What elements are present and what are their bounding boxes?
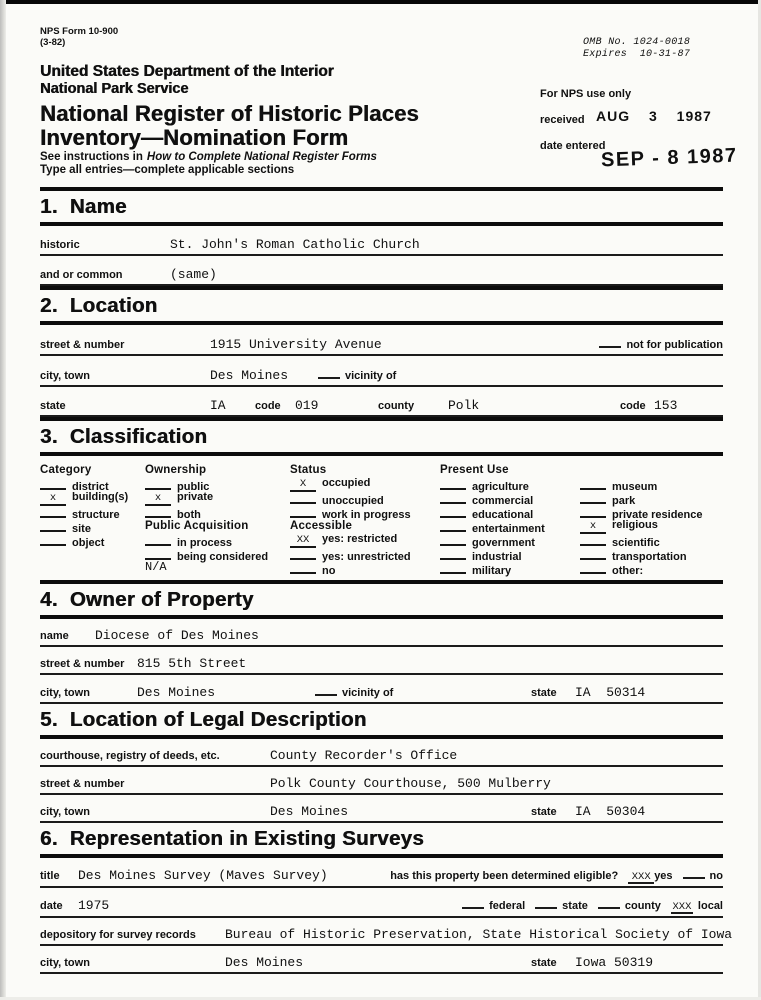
other-checkbox-line	[580, 561, 606, 574]
commercial-checkbox-line	[440, 491, 466, 504]
owner-name-row	[40, 619, 723, 647]
local-checkbox-line: XXX	[672, 901, 692, 913]
industrial-checkbox-line	[440, 547, 466, 560]
no-label: no	[322, 565, 336, 577]
checkbox-district	[40, 477, 145, 491]
agriculture-checkbox-line	[440, 477, 466, 490]
agency-title: National Park Service	[40, 81, 189, 97]
industrial-label: industrial	[472, 551, 522, 563]
local-label: local	[697, 900, 723, 912]
received-date-stamp: AUG 3 1987	[596, 108, 712, 124]
in-process-label: in process	[177, 537, 233, 549]
na-value: N/A	[145, 560, 167, 574]
site-label: site	[72, 523, 91, 535]
depository-label: depository for survey records	[40, 929, 196, 941]
checkbox-structure	[40, 505, 145, 519]
transportation-checkbox-line	[580, 547, 606, 560]
section-owner	[40, 584, 723, 704]
section-location	[40, 286, 723, 417]
owner-state-field: IA 50314	[575, 685, 646, 700]
instructions-line1	[40, 151, 377, 163]
state-code-field: 019	[295, 398, 319, 413]
site-checkbox-line	[40, 519, 66, 532]
public-label: public	[177, 481, 210, 493]
both-label: both	[177, 509, 201, 521]
section-surveys	[40, 823, 733, 974]
legal-city-label: city, town	[40, 806, 90, 818]
survey-city-label: city, town	[40, 957, 90, 969]
street-label: street & number	[40, 339, 125, 351]
scientific-checkbox-line	[580, 533, 606, 546]
legal-state-label: state	[531, 806, 557, 818]
section-owner-header	[40, 584, 723, 619]
survey-city-field: Des Moines	[225, 955, 304, 970]
district-label: district	[72, 481, 109, 493]
present-use-subcolumn-1	[440, 477, 580, 575]
eligible-no-checkbox-line	[683, 867, 705, 879]
private-residence-label: private residence	[612, 509, 703, 521]
document-title	[40, 102, 419, 150]
courthouse-label: courthouse, registry of deeds, etc.	[40, 750, 220, 762]
section-surveys-heading: 6. Representation in Existing Surveys	[40, 827, 424, 850]
checkbox-occupied	[290, 477, 440, 491]
accessible-header: Accessible	[290, 520, 353, 532]
present-use-subcolumns	[440, 477, 723, 575]
category-column	[40, 463, 145, 575]
checkbox-unoccupied	[290, 491, 440, 505]
checkbox-agriculture	[440, 477, 580, 491]
checkbox-yes-unrestricted	[290, 547, 440, 561]
checkbox-both	[145, 505, 290, 519]
government-label: government	[472, 537, 535, 549]
commercial-label: commercial	[472, 495, 534, 507]
not-for-publication-group	[599, 336, 723, 351]
survey-state-field: Iowa 50319	[575, 955, 654, 970]
scan-edge-top	[0, 0, 761, 4]
museum-label: museum	[612, 481, 658, 493]
received-label: received	[540, 114, 585, 126]
ownership-column	[145, 463, 290, 575]
classification-grid	[40, 456, 723, 584]
depository-row	[40, 918, 733, 946]
section-location-heading: 2. Location	[40, 294, 158, 317]
section-surveys-header	[40, 823, 723, 858]
federal-checkbox-line	[462, 897, 484, 909]
county-label: county	[378, 400, 415, 412]
form-body	[40, 187, 733, 974]
city-field: Des Moines	[210, 368, 289, 383]
street-row	[40, 325, 723, 356]
owner-vicinity-group	[315, 684, 393, 699]
entertainment-checkbox-line	[440, 519, 466, 532]
private-checkbox-line: x	[145, 493, 171, 506]
legal-street-field: Polk County Courthouse, 500 Mulberry	[270, 776, 551, 791]
instructions-manual-title: How to Complete National Register Forms	[146, 151, 377, 163]
document-title-line2: Inventory—Nomination Form	[40, 125, 349, 150]
section-legal-heading: 5. Location of Legal Description	[40, 708, 367, 731]
public-acquisition-header: Public Acquisition	[145, 520, 249, 532]
vicinity-group	[318, 367, 396, 382]
nps-use-only-label: For NPS use only	[540, 88, 632, 100]
section-legal-header	[40, 704, 723, 739]
department-title: United States Department of the Interior	[40, 63, 334, 80]
transportation-label: transportation	[612, 551, 687, 563]
survey-city-row	[40, 946, 723, 974]
checkbox-scientific	[580, 533, 723, 547]
occupied-label: occupied	[322, 477, 371, 489]
section-owner-heading: 4. Owner of Property	[40, 588, 254, 611]
state-checkbox-line	[535, 897, 557, 909]
in-process-checkbox-line	[145, 533, 171, 546]
owner-city-label: city, town	[40, 687, 90, 699]
park-checkbox-line	[580, 491, 606, 504]
owner-street-row	[40, 647, 723, 675]
military-checkbox-line	[440, 561, 466, 574]
historic-label: historic	[40, 239, 80, 251]
buildings-checkbox-line: x	[40, 493, 66, 506]
state-level-label: state	[562, 900, 588, 912]
present-use-subcolumn-2	[580, 477, 723, 575]
district-checkbox-line	[40, 477, 66, 490]
owner-vicinity-checkbox-line	[315, 684, 337, 696]
omb-line1: OMB No. 1024-0018	[583, 37, 691, 48]
educational-label: educational	[472, 509, 534, 521]
checkbox-buildings	[40, 491, 145, 505]
both-checkbox-line	[145, 505, 171, 518]
vicinity-checkbox-line	[318, 367, 340, 379]
street-field: 1915 University Avenue	[210, 337, 382, 352]
being-considered-label: being considered	[177, 551, 269, 563]
entertainment-label: entertainment	[472, 523, 545, 535]
county-code-field: 153	[654, 398, 678, 413]
survey-date-row	[40, 888, 723, 918]
owner-city-row	[40, 675, 723, 704]
survey-date-field: 1975	[78, 898, 110, 913]
courthouse-row	[40, 739, 723, 767]
unoccupied-checkbox-line	[290, 491, 316, 504]
no-checkbox-line	[290, 561, 316, 574]
state-label: state	[40, 400, 66, 412]
owner-name-field: Diocese of Des Moines	[95, 628, 259, 643]
document-title-line1: National Register of Historic Places	[40, 101, 419, 126]
legal-city-field: Des Moines	[270, 804, 349, 819]
eligible-group	[390, 867, 723, 884]
owner-name-label: name	[40, 630, 69, 642]
vicinity-label: vicinity of	[345, 370, 397, 382]
date-entered-stamp: SEP - 8 1987	[600, 144, 738, 172]
checkbox-private-residence	[580, 505, 723, 519]
common-name-field: (same)	[170, 267, 217, 282]
common-name-label: and or common	[40, 269, 123, 281]
object-checkbox-line	[40, 533, 66, 546]
scan-edge-left	[0, 0, 6, 1000]
government-checkbox-line	[440, 533, 466, 546]
private-residence-checkbox-line	[580, 505, 606, 518]
yes-restricted-label: yes: restricted	[322, 533, 398, 545]
occupied-checkbox-line: X	[290, 479, 316, 492]
educational-checkbox-line	[440, 505, 466, 518]
private-label: private	[177, 491, 214, 503]
survey-state-label: state	[531, 957, 557, 969]
survey-date-label: date	[40, 900, 63, 912]
eligible-yes-label: yes	[654, 870, 673, 882]
survey-title-row	[40, 858, 723, 888]
religious-checkbox-line: x	[580, 521, 606, 534]
section-name	[40, 187, 723, 286]
checkbox-public	[145, 477, 290, 491]
depository-field: Bureau of Historic Preservation, State Historical Society of Iowa	[225, 927, 733, 942]
religious-label: religious	[612, 519, 658, 531]
park-label: park	[612, 495, 636, 507]
legal-state-field: IA 50304	[575, 804, 646, 819]
yes-unrestricted-label: yes: unrestricted	[322, 551, 411, 563]
section-name-heading: 1. Name	[40, 195, 127, 218]
owner-vicinity-label: vicinity of	[342, 687, 394, 699]
eligible-no-label: no	[709, 870, 723, 882]
section-classification-heading: 3. Classification	[40, 425, 208, 448]
survey-state-group	[531, 955, 723, 970]
owner-city-field: Des Moines	[137, 685, 216, 700]
work-in-progress-label: work in progress	[322, 509, 411, 521]
checkbox-object	[40, 533, 145, 547]
city-label: city, town	[40, 370, 90, 382]
eligible-question: has this property been determined eligible?	[390, 870, 619, 882]
state-row	[40, 387, 723, 417]
section-classification	[40, 417, 723, 584]
buildings-label: building(s)	[72, 491, 129, 503]
other-label: other:	[612, 565, 644, 577]
owner-street-label: street & number	[40, 658, 125, 670]
form-number	[40, 26, 118, 48]
section-name-header	[40, 187, 723, 226]
ownership-header: Ownership	[145, 464, 207, 476]
courthouse-field: County Recorder's Office	[270, 748, 458, 763]
city-row	[40, 356, 723, 387]
present-use-column	[440, 463, 723, 575]
county-code-label: code	[620, 400, 646, 412]
not-for-publication-checkbox-line	[599, 336, 621, 348]
owner-state-group	[531, 685, 723, 700]
state-field: IA	[210, 398, 226, 413]
omb-line2: Expires 10-31-87	[583, 49, 691, 60]
status-header: Status	[290, 464, 327, 476]
county-checkbox-line	[598, 897, 620, 909]
historic-name-field: St. John's Roman Catholic Church	[170, 237, 420, 252]
survey-level-group	[462, 897, 723, 914]
section-classification-header	[40, 417, 723, 456]
federal-label: federal	[489, 900, 526, 912]
survey-title-field: Des Moines Survey (Maves Survey)	[78, 868, 328, 883]
eligible-yes-checkbox-line: XXX	[628, 872, 654, 884]
being-considered-checkbox-line	[145, 547, 171, 560]
yes-restricted-checkbox-line: XX	[290, 535, 316, 548]
state-code-label: code	[255, 400, 281, 412]
structure-label: structure	[72, 509, 120, 521]
yes-unrestricted-checkbox-line	[290, 547, 316, 560]
legal-street-label: street & number	[40, 778, 125, 790]
section-location-header	[40, 286, 723, 325]
county-level-label: county	[624, 900, 661, 912]
form-number-line1: NPS Form 10-900	[40, 26, 119, 37]
military-label: military	[472, 565, 512, 577]
historic-name-row	[40, 226, 723, 256]
checkbox-private	[145, 491, 290, 505]
structure-checkbox-line	[40, 505, 66, 518]
survey-title-label: title	[40, 870, 60, 882]
scientific-label: scientific	[612, 537, 660, 549]
checkbox-in-process	[145, 533, 290, 547]
form-number-line2: (3-82)	[40, 37, 66, 48]
unoccupied-label: unoccupied	[322, 495, 384, 507]
object-label: object	[72, 537, 105, 549]
date-entered-label: date entered	[540, 140, 606, 152]
legal-street-row	[40, 767, 723, 795]
owner-state-label: state	[531, 687, 557, 699]
legal-city-row	[40, 795, 723, 823]
county-field: Polk	[448, 398, 480, 413]
status-column	[290, 463, 440, 575]
owner-street-field: 815 5th Street	[137, 656, 247, 671]
agriculture-label: agriculture	[472, 481, 529, 493]
work-in-progress-checkbox-line	[290, 505, 316, 518]
omb-number	[583, 37, 690, 61]
instructions-line2: Type all entries—complete applicable sections	[40, 164, 295, 176]
public-checkbox-line	[145, 477, 171, 490]
present-use-header: Present Use	[440, 464, 509, 476]
category-header: Category	[40, 464, 92, 476]
instructions-prefix: See instructions in	[40, 151, 143, 163]
checkbox-museum	[580, 477, 723, 491]
legal-state-group	[531, 804, 723, 819]
museum-checkbox-line	[580, 477, 606, 490]
checkbox-yes-restricted	[290, 533, 440, 547]
not-for-publication-label: not for publication	[626, 339, 723, 351]
section-legal	[40, 704, 723, 823]
common-name-row	[40, 256, 723, 286]
